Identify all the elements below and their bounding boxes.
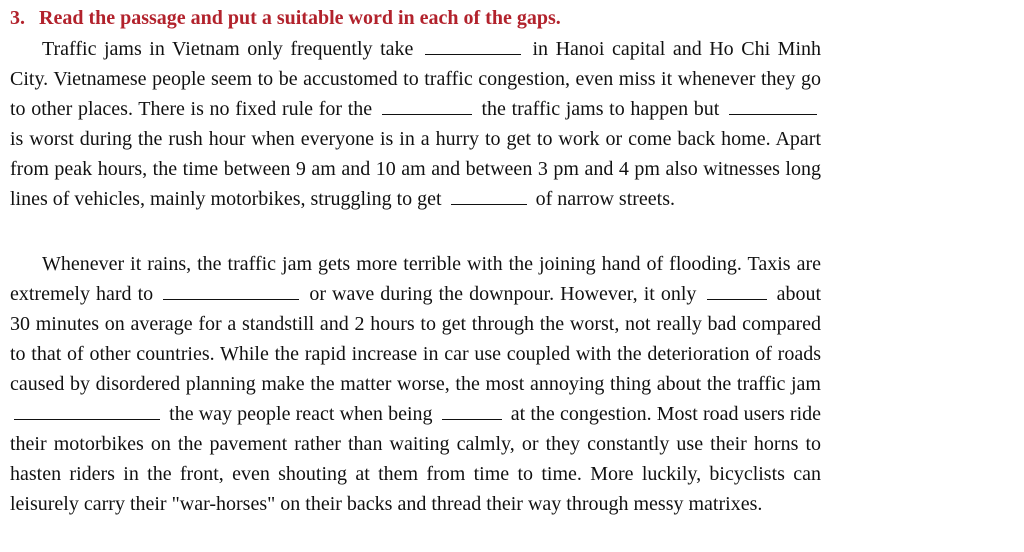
exercise-number: 3.: [10, 7, 25, 29]
exercise-heading: [10, 4, 561, 32]
p1-text-3: the traffic jams to happen but: [481, 98, 720, 120]
gap-5-blank[interactable]: [163, 283, 299, 300]
p1-text-1: Traffic jams in Vietnam only frequently take: [42, 38, 414, 60]
p2-text-4: the way people react when being: [169, 403, 433, 425]
gap-3-blank[interactable]: [729, 98, 817, 115]
p2-text-1: Whenever it rains, the traffic jam gets more terrible with the joining hand of flooding. Taxis are extremely hard to: [10, 253, 821, 305]
gap-6-blank[interactable]: [707, 283, 767, 300]
gap-2-blank[interactable]: [382, 98, 472, 115]
passage-paragraph-2: [10, 249, 821, 519]
p2-text-5: at the congestion. Most road users ride their motorbikes on the pavement rather than waiting calmly, or they constantly use their horns to hasten riders in the front, even shouting at them from time to time. More luckily, bicyclists can leisurely carry their "war-horses" on their backs and thread their way through messy matrixes.: [10, 403, 822, 515]
gap-1-blank[interactable]: [425, 38, 521, 55]
p1-text-2: in Hanoi capital and Ho Chi Minh City. Vietnamese people seem to be accustomed to traffic congestion, even miss it whenever they go to other places. There is no fixed rule for the: [10, 38, 822, 120]
gap-8-blank[interactable]: [442, 403, 502, 420]
gap-7-blank[interactable]: [14, 403, 160, 420]
p2-text-2: or wave during the downpour. However, it only: [309, 283, 697, 305]
passage-paragraph-1: [10, 34, 821, 214]
p1-text-5: of narrow streets.: [535, 188, 676, 210]
p2-text-3: about 30 minutes on average for a standstill and 2 hours to get through the worst, not really bad compared to that of other countries. While the rapid increase in car use coupled with the deterioration of roads caused by disordered planning make the matter worse, the most annoying thing about the traffic jam: [10, 283, 821, 395]
gap-4-blank[interactable]: [451, 188, 527, 205]
exercise-instruction: Read the passage and put a suitable word in each of the gaps.: [39, 7, 561, 29]
p1-text-4: is worst during the rush hour when everyone is in a hurry to get to work or come back home. Apart from peak hours, the time between 9 am and 10 am and between 3 pm and 4 pm also witnesses long lines of vehicles, mainly motorbikes, struggling to get: [10, 128, 821, 210]
